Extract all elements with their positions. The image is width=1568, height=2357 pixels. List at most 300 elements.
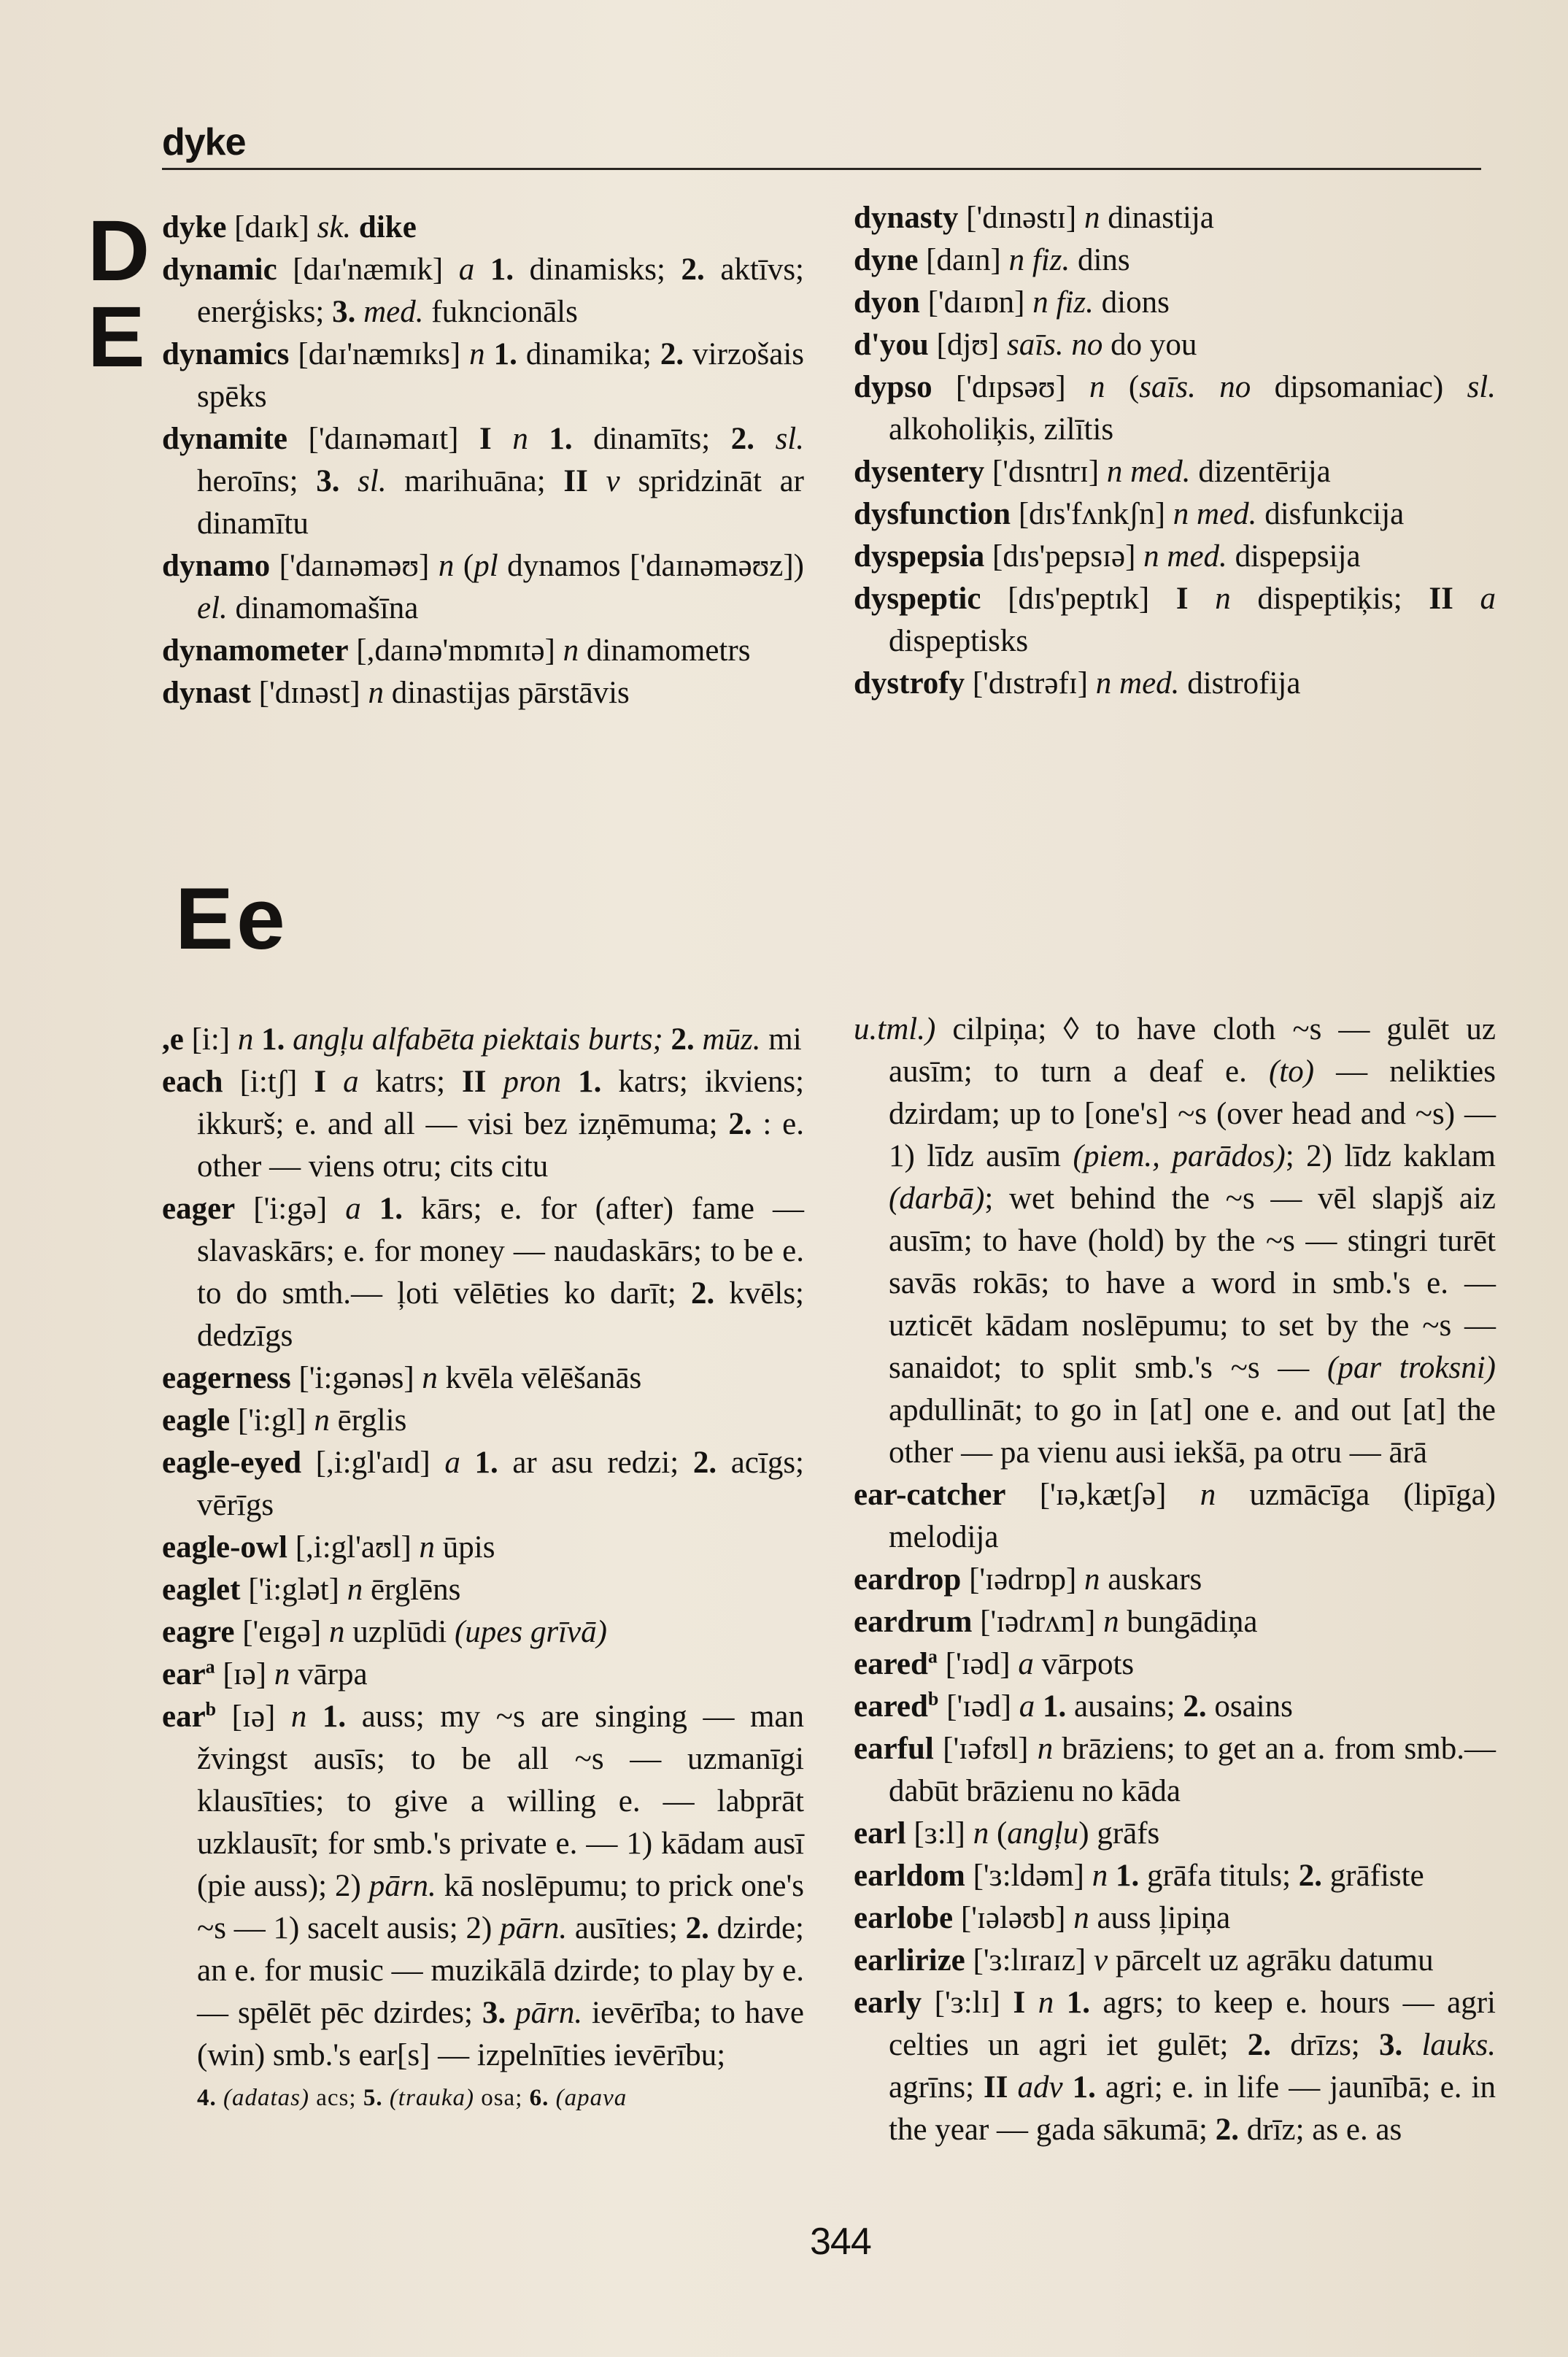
- entry-text: dins: [1070, 243, 1130, 277]
- entry-text: 3.: [316, 464, 340, 498]
- entry-text: grāfa tituls;: [1139, 1859, 1299, 1893]
- left-column-d-entries: [162, 207, 804, 714]
- entry-text: ['dɪstrəfɪ]: [965, 666, 1096, 701]
- entry-text: [1025, 1986, 1038, 2020]
- entry-text: n: [469, 337, 485, 371]
- entry-text: n med.: [1173, 497, 1257, 531]
- entry-text: marihuāna;: [386, 464, 564, 498]
- entry-text: acs;: [309, 2085, 363, 2111]
- entry-text: (to): [1268, 1054, 1315, 1089]
- headword: dysfunction: [854, 497, 1011, 531]
- entry-text: n: [1073, 1901, 1089, 1935]
- headword: dypso: [854, 370, 932, 404]
- entry-text: a: [458, 252, 475, 287]
- entry-text: ar asu redzi;: [498, 1446, 693, 1480]
- entry-text: agrīns;: [889, 2070, 984, 2105]
- entry-text: distrofija: [1179, 666, 1301, 701]
- headword: eaglet: [162, 1573, 241, 1607]
- entry-text: adv: [1017, 2070, 1063, 2105]
- dictionary-entry: [854, 1940, 1496, 1982]
- entry-text: [i:tʃ]: [223, 1065, 314, 1099]
- entry-text: mūz.: [702, 1022, 761, 1057]
- entry-text: med.: [363, 295, 424, 329]
- entry-text: n: [1200, 1478, 1216, 1512]
- entry-text: n: [1084, 201, 1100, 235]
- headword: dysentery: [854, 455, 985, 489]
- entry-text: [754, 422, 776, 456]
- entry-text: [,i:gl'aʊl]: [287, 1530, 420, 1565]
- dictionary-entry: [162, 1188, 804, 1357]
- headword: dynamics: [162, 337, 290, 371]
- entry-text: 2.: [1298, 1859, 1323, 1893]
- dictionary-entry: [854, 324, 1496, 366]
- entry-text: 2.: [1247, 2028, 1271, 2062]
- entry-text: ['ɪə,kætʃə]: [1005, 1478, 1200, 1512]
- entry-text: n: [368, 676, 384, 710]
- entry-text: alkoholiķis, zilītis: [889, 412, 1114, 447]
- entry-text: [285, 1022, 293, 1057]
- entry-text: II: [984, 2070, 1008, 2105]
- entry-text: n fiz.: [1008, 243, 1070, 277]
- dictionary-entry: [854, 1008, 1496, 1474]
- headword: eared: [854, 1647, 928, 1681]
- entry-text: n: [563, 633, 579, 668]
- entry-text: 3.: [332, 295, 356, 329]
- entry-text: [daɪk]: [226, 210, 317, 244]
- headword: eagre: [162, 1615, 235, 1649]
- entry-text: ['ɜ:ldəm]: [965, 1859, 1092, 1893]
- entry-text: cilpiņa; ◊ to have cloth ~s — gulēt uz ausīm; to turn a deaf e.: [889, 1012, 1496, 1089]
- entry-text: ['dɪpsəʊ]: [932, 370, 1090, 404]
- right-column-e-entries: [854, 1008, 1496, 2151]
- dictionary-entry: [854, 1474, 1496, 1559]
- dictionary-entry: [162, 672, 804, 714]
- entry-text: apdullināt; to go in [at] one e. and out [at] the other — pa vienu ausi iekšā, pa otru — ārā: [889, 1393, 1496, 1470]
- entry-text: — nelikties dzirdam; up to [one's] ~s (over head and ~s) — 1) līdz ausīm: [889, 1054, 1496, 1173]
- entry-text: 2.: [1183, 1689, 1207, 1724]
- drop-letter-d: D: [88, 203, 150, 299]
- entry-text: pārn.: [500, 1911, 568, 1945]
- entry-text: ['ɪədrɒp]: [961, 1562, 1085, 1597]
- dictionary-entry: [854, 1855, 1496, 1897]
- entry-text: (upes grīvā): [454, 1615, 607, 1649]
- entry-text: ['daɪnəmaɪt]: [287, 422, 480, 456]
- headword: ,e: [162, 1022, 184, 1057]
- left-column-footer-line: [162, 2077, 804, 2119]
- entry-text: a: [345, 1192, 361, 1226]
- entry-text: 1.: [1035, 1689, 1067, 1724]
- entry-text: ; 2) līdz kaklam: [1285, 1139, 1496, 1173]
- entry-text: ievērība; to have (win) smb.'s ear[s] — izpelnīties ievērību;: [197, 1996, 804, 2072]
- headword: dynamite: [162, 422, 287, 456]
- entry-text: ērglis: [329, 1403, 407, 1438]
- dictionary-entry: [162, 1400, 804, 1442]
- entry-text: ['ɪəfʊl]: [933, 1732, 1038, 1766]
- dictionary-entry: [162, 249, 804, 333]
- headword: eardrop: [854, 1562, 962, 1597]
- entry-text: [ɪə]: [216, 1700, 291, 1734]
- entry-text: (par troksni): [1327, 1351, 1496, 1385]
- entry-text: katrs;: [358, 1065, 463, 1099]
- entry-text: dike: [351, 210, 417, 244]
- entry-text: auss; my ~s are singing — man žvingst ausīs; to be all ~s — uzmanīgi klausīties; to give a willing e. — labprāt uzklausīt; for smb.'s private e. — 1) kādam ausī (pie auss); 2): [197, 1700, 805, 1903]
- entry-text: virzošais spēks: [197, 337, 804, 414]
- headword: each: [162, 1065, 223, 1099]
- headword: dyke: [162, 210, 227, 244]
- headword: ear: [162, 1657, 206, 1691]
- header-rule: [162, 168, 1481, 170]
- entry-text: ['daɪɒn]: [919, 285, 1033, 320]
- entry-text: n: [1103, 1605, 1119, 1639]
- dictionary-entry: [162, 1442, 804, 1527]
- entry-text: osains: [1206, 1689, 1293, 1724]
- entry-text: n: [512, 422, 528, 456]
- headword: dyne: [854, 243, 919, 277]
- entry-text: (: [1105, 370, 1140, 404]
- entry-text: [djʊ]: [928, 328, 1007, 362]
- entry-text: vārpa: [290, 1657, 368, 1691]
- entry-text: drīzs;: [1270, 2028, 1379, 2062]
- entry-text: ausīties;: [567, 1911, 686, 1945]
- entry-text: vārpots: [1033, 1647, 1135, 1681]
- entry-text: 2.: [681, 252, 705, 287]
- entry-text: [daɪn]: [918, 243, 1009, 277]
- entry-text: [dɪs'pepsɪə]: [984, 539, 1144, 574]
- entry-text: acīgs; vērīgs: [197, 1446, 805, 1522]
- entry-text: [daɪ'næmɪk]: [277, 252, 459, 287]
- dictionary-entry: [162, 333, 804, 418]
- entry-text: 1.: [460, 1446, 498, 1480]
- entry-text: 1.: [253, 1022, 285, 1057]
- entry-text: II: [1429, 582, 1453, 616]
- entry-text: I: [1175, 582, 1189, 616]
- headword: dynasty: [854, 201, 959, 235]
- headword: dynast: [162, 676, 251, 710]
- entry-text: n: [274, 1657, 290, 1691]
- entry-text: [217, 2085, 223, 2111]
- entry-text: ['dɪnəst]: [250, 676, 368, 710]
- entry-text: n: [1215, 582, 1231, 616]
- entry-text: ['i:gl]: [230, 1403, 314, 1438]
- entry-text: agrs; to keep e. hours — agri celties un agri iet gulēt;: [889, 1986, 1496, 2062]
- entry-text: dispeptisks: [889, 624, 1029, 658]
- entry-text: dinastija: [1100, 201, 1214, 235]
- dictionary-entry: [854, 1601, 1496, 1643]
- entry-text: 1.: [1108, 1859, 1140, 1893]
- entry-text: dions: [1093, 285, 1170, 320]
- entry-text: agri; e. in life — jaunībā; e. in the year — gada sākumā;: [889, 2070, 1496, 2147]
- entry-text: 5.: [363, 2085, 383, 2111]
- dictionary-entry: [854, 1643, 1496, 1686]
- headword: eared: [854, 1689, 928, 1724]
- entry-text: [549, 2085, 555, 2111]
- entry-text: II: [563, 464, 588, 498]
- entry-text: ausains;: [1066, 1689, 1183, 1724]
- entry-text: [ɪə]: [215, 1657, 274, 1691]
- entry-text: (darbā): [889, 1181, 985, 1216]
- entry-text: ['dɪsntrɪ]: [984, 455, 1107, 489]
- entry-text: 6.: [529, 2085, 549, 2111]
- running-head: dyke: [162, 121, 246, 163]
- entry-text: 3.: [1378, 2028, 1403, 2062]
- entry-text: b: [927, 1688, 939, 1710]
- entry-text: ['i:gə]: [235, 1192, 346, 1226]
- entry-text: fukncionāls: [423, 295, 578, 329]
- entry-text: [,i:gl'aɪd]: [301, 1446, 445, 1480]
- entry-text: a: [1480, 582, 1496, 616]
- entry-text: sl.: [775, 422, 804, 456]
- dictionary-entry: [162, 1654, 804, 1696]
- dictionary-entry: [162, 1357, 804, 1400]
- headword: dynamo: [162, 549, 271, 583]
- headword: dynamometer: [162, 633, 349, 668]
- dictionary-entry: [854, 1897, 1496, 1940]
- entry-text: n: [1084, 1562, 1100, 1597]
- entry-text: 1.: [360, 1192, 403, 1226]
- entry-text: angļu: [1007, 1816, 1079, 1851]
- entry-text: 2.: [660, 337, 684, 371]
- entry-text: ['ɪədrʌm]: [972, 1605, 1104, 1639]
- entry-text: dispepsija: [1227, 539, 1361, 574]
- entry-text: n: [314, 1403, 330, 1438]
- entry-text: I: [314, 1065, 327, 1099]
- entry-text: sl.: [358, 464, 387, 498]
- dictionary-entry: [162, 1019, 804, 1061]
- dictionary-entry: [162, 630, 804, 672]
- entry-text: kvēls; dedzīgs: [197, 1276, 804, 1353]
- entry-text: mi: [760, 1022, 802, 1057]
- entry-text: osa;: [474, 2085, 530, 2111]
- drop-letter-e: E: [88, 289, 145, 385]
- headword: ear: [162, 1700, 206, 1734]
- entry-text: ['ɪəd]: [938, 1689, 1019, 1724]
- entry-text: ['ɜ:lɪraɪz]: [965, 1943, 1094, 1978]
- entry-text: dzirde; an e. for music — muzikālā dzirde; to play by e. — spēlēt pēc dzirdes;: [197, 1911, 805, 2030]
- entry-text: [695, 1022, 703, 1057]
- entry-text: disfunkcija: [1256, 497, 1405, 531]
- dictionary-entry: [162, 1569, 804, 1611]
- dictionary-entry: [854, 536, 1496, 578]
- entry-text: 2.: [728, 1107, 752, 1141]
- entry-text: dinastijas pārstāvis: [384, 676, 630, 710]
- entry-text: b: [205, 1698, 217, 1720]
- entry-text: el.: [197, 591, 228, 625]
- entry-text: (apava: [555, 2085, 627, 2111]
- entry-text: n: [329, 1615, 345, 1649]
- entry-text: a: [1019, 1689, 1035, 1724]
- right-column-d-entries: [854, 197, 1496, 705]
- entry-text: n: [422, 1361, 438, 1395]
- page-number: 344: [810, 2221, 871, 2263]
- entry-text: [,daɪnə'mɒmɪtə]: [348, 633, 563, 668]
- entry-text: n: [237, 1022, 254, 1057]
- entry-text: 2.: [692, 1446, 717, 1480]
- entry-text: ērglēns: [363, 1573, 461, 1607]
- headword: earl: [854, 1816, 906, 1851]
- entry-text: bungādiņa: [1119, 1605, 1258, 1639]
- entry-text: (: [454, 549, 474, 583]
- entry-text: ['i:gənəs]: [290, 1361, 422, 1395]
- dictionary-entry: [162, 545, 804, 630]
- entry-text: 2.: [730, 422, 755, 456]
- entry-text: [383, 2085, 390, 2111]
- entry-text: u.tml.): [854, 1012, 936, 1046]
- dictionary-entry: [162, 1061, 804, 1188]
- dictionary-entry: [162, 1611, 804, 1654]
- entry-text: pron: [503, 1065, 562, 1099]
- dictionary-entry: [854, 1728, 1496, 1813]
- entry-text: (trauka): [389, 2085, 474, 2111]
- headword: eagle: [162, 1403, 231, 1438]
- dictionary-entry: [854, 1813, 1496, 1855]
- entry-text: dynamos ['daɪnəməʊz]): [498, 549, 804, 583]
- entry-text: do you: [1102, 328, 1197, 362]
- entry-text: v: [606, 464, 620, 498]
- entry-text: ['ɪəd]: [937, 1647, 1019, 1681]
- entry-text: dinamika;: [517, 337, 660, 371]
- entry-text: 3.: [482, 1996, 506, 2030]
- headword: eardrum: [854, 1605, 973, 1639]
- entry-text: n med.: [1106, 455, 1191, 489]
- entry-text: kārs; e. for (after) fame — slavaskārs; e. for money — naudaskārs; to be e. to do smth.— ļoti vēlēties ko darīt;: [197, 1192, 804, 1311]
- dictionary-entry: [162, 1527, 804, 1569]
- headword: early: [854, 1986, 922, 2020]
- entry-text: auss ļipiņa: [1089, 1901, 1231, 1935]
- entry-text: dispeptiķis;: [1230, 582, 1429, 616]
- dictionary-entry: [854, 1686, 1496, 1728]
- entry-text: II: [462, 1065, 487, 1099]
- headword: dystrofy: [854, 666, 965, 701]
- entry-text: n med.: [1143, 539, 1227, 574]
- entry-text: ['ɪələʊb]: [953, 1901, 1074, 1935]
- entry-text: [dɪs'peptɪk]: [981, 582, 1176, 616]
- entry-text: (piem., parādos): [1073, 1139, 1286, 1173]
- entry-text: pārn.: [368, 1869, 436, 1903]
- entry-text: (: [989, 1816, 1008, 1851]
- entry-text: dinamisks;: [514, 252, 681, 287]
- headword: eagle-eyed: [162, 1446, 302, 1480]
- entry-text: dinamomašīna: [227, 591, 419, 625]
- entry-text: [506, 1996, 515, 2030]
- entry-text: 1.: [528, 422, 573, 456]
- entry-text: auskars: [1100, 1562, 1202, 1597]
- entry-text: pl: [474, 549, 498, 583]
- dictionary-entry: [854, 1982, 1496, 2151]
- headword: dyspeptic: [854, 582, 981, 616]
- entry-text: sk.: [317, 210, 352, 244]
- entry-text: ['dɪnəstɪ]: [958, 201, 1084, 235]
- headword: earful: [854, 1732, 934, 1766]
- entry-text: 4.: [197, 2085, 217, 2111]
- dictionary-entry: [854, 1559, 1496, 1601]
- entry-text: pārcelt uz agrāku datumu: [1108, 1943, 1434, 1978]
- entry-text: n: [290, 1700, 307, 1734]
- entry-text: n: [1089, 370, 1105, 404]
- entry-text: n: [347, 1573, 363, 1607]
- entry-text: [ɜ:l]: [905, 1816, 973, 1851]
- entry-text: a: [343, 1065, 359, 1099]
- entry-text: 1.: [561, 1065, 602, 1099]
- entry-text: [1189, 582, 1216, 616]
- headword: eager: [162, 1192, 236, 1226]
- entry-text: kā noslēpumu; to prick one's ~s — 1) sacelt ausis; 2): [197, 1869, 804, 1945]
- entry-text: sl.: [1467, 370, 1496, 404]
- headword: d'you: [854, 328, 929, 362]
- entry-text: n fiz.: [1032, 285, 1094, 320]
- drop-letters: [88, 203, 150, 385]
- entry-text: 2.: [663, 1022, 695, 1057]
- entry-text: [i:]: [183, 1022, 238, 1057]
- entry-text: uzmācīga (lipīga) melodija: [889, 1478, 1496, 1554]
- entry-text: [492, 422, 513, 456]
- entry-text: 2.: [685, 1911, 709, 1945]
- entry-text: a: [927, 1646, 938, 1667]
- dictionary-entry: [854, 282, 1496, 324]
- entry-text: ['i:glət]: [240, 1573, 347, 1607]
- entry-text: I: [1013, 1986, 1026, 2020]
- entry-text: drīz; as e. as: [1239, 2113, 1402, 2147]
- entry-text: dizentērija: [1190, 455, 1331, 489]
- entry-text: heroīns;: [197, 464, 317, 498]
- entry-text: spridzināt ar dinamītu: [197, 464, 804, 541]
- headword: dyspepsia: [854, 539, 985, 574]
- entry-text: lauks.: [1421, 2028, 1496, 2062]
- entry-text: I: [479, 422, 492, 456]
- left-column-e-entries: [162, 1019, 804, 2119]
- entry-text: dipsomaniac): [1251, 370, 1467, 404]
- entry-text: 1.: [1054, 1986, 1090, 2020]
- headword: ear-catcher: [854, 1478, 1006, 1512]
- dictionary-entry: [854, 197, 1496, 239]
- entry-text: a: [205, 1656, 215, 1678]
- dictionary-entry: [162, 207, 804, 249]
- entry-text: [1453, 582, 1480, 616]
- entry-text: katrs; ikviens; ikkurš; e. and all — visi bez izņēmuma;: [197, 1065, 805, 1141]
- headword: dyon: [854, 285, 920, 320]
- entry-text: n: [419, 1530, 436, 1565]
- dictionary-entry: [854, 663, 1496, 705]
- dictionary-entry: [854, 451, 1496, 493]
- entry-text: n: [438, 549, 455, 583]
- entry-text: 2.: [690, 1276, 715, 1311]
- dictionary-entry: [854, 366, 1496, 451]
- headword: earldom: [854, 1859, 965, 1893]
- entry-text: ūpis: [435, 1530, 495, 1565]
- entry-text: 1.: [474, 252, 514, 287]
- entry-text: a: [444, 1446, 460, 1480]
- dictionary-entry: [162, 418, 804, 545]
- entry-text: kvēla vēlēšanās: [437, 1361, 642, 1395]
- entry-text: 2.: [1215, 2113, 1239, 2147]
- entry-text: [dɪs'fʌnkʃn]: [1011, 497, 1173, 531]
- entry-text: dinamometrs: [579, 633, 751, 668]
- entry-text: [355, 295, 363, 329]
- entry-text: v: [1094, 1943, 1108, 1978]
- entry-text: [487, 1065, 503, 1099]
- entry-text: n med.: [1095, 666, 1180, 701]
- entry-text: ['eɪgə]: [234, 1615, 329, 1649]
- entry-text: 1.: [306, 1700, 347, 1734]
- entry-text: (adatas): [223, 2085, 309, 2111]
- entry-text: [339, 464, 358, 498]
- entry-text: brāziens; to get an a. from smb.— dabūt brāzienu no kāda: [889, 1732, 1496, 1808]
- entry-text: saīs. no: [1139, 370, 1251, 404]
- headword: dynamic: [162, 252, 277, 287]
- entry-text: dinamīts;: [572, 422, 731, 456]
- dictionary-entry: [854, 239, 1496, 282]
- entry-text: [326, 1065, 343, 1099]
- section-heading-e: Ee: [175, 870, 288, 968]
